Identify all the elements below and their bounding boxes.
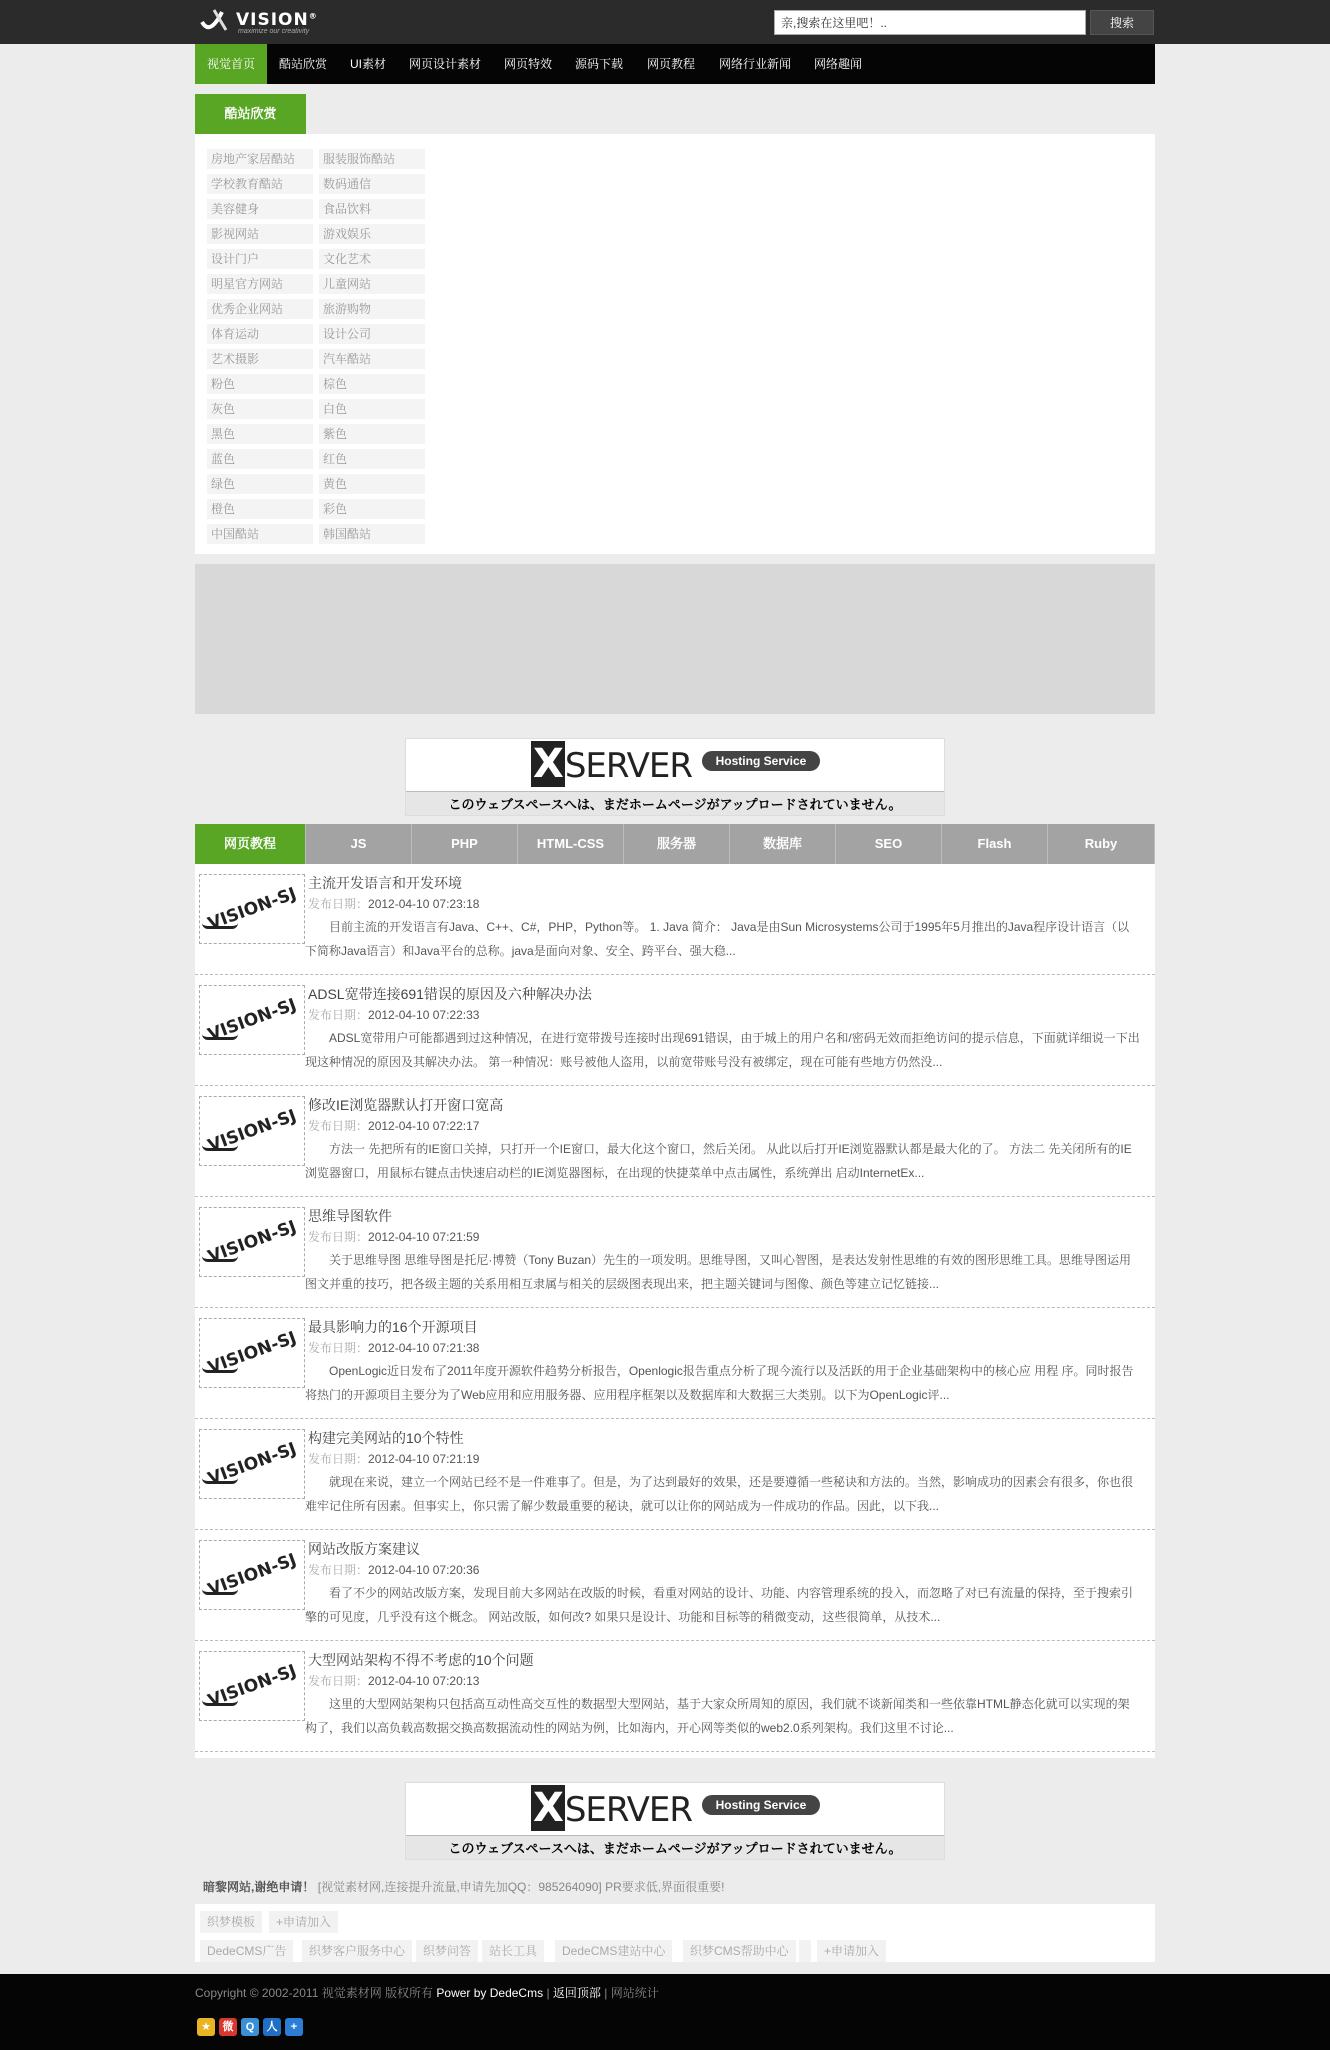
article-title[interactable]: 构建完美网站的10个特性 <box>308 1430 464 1446</box>
article-item <box>195 1641 1155 1752</box>
article-item <box>195 1197 1155 1308</box>
category-link[interactable]: 房地产家居酷站 <box>207 149 313 169</box>
thumbnail-logo-text: VISION-SJ <box>205 994 299 1046</box>
article-title[interactable]: 大型网站架构不得不考虑的10个问题 <box>308 1652 534 1668</box>
article-summary: 这里的大型网站架构只包括高互动性高交互性的数据型大型网站，基于大家众所周知的原因，我们就不谈新闻类和一些依靠HTML静态化就可以实现的架构了，我们以高负载高数据交换高数据流动性的网站为例，比如海内，开心网等类似的web2.0系列架构。我们这里不讨论... <box>305 1697 1130 1735</box>
category-link[interactable]: 粉色 <box>207 374 313 394</box>
ad-banner-top[interactable] <box>405 738 945 816</box>
ad-banner-bottom[interactable] <box>405 1782 945 1860</box>
back-to-top-link[interactable]: 返回顶部 <box>552 1986 601 2000</box>
tab-ruby[interactable]: Ruby <box>1048 824 1155 864</box>
ad-message: このウェブスペースへは、まだホームページがアップロードされていません。 <box>406 1835 944 1859</box>
category-link[interactable]: 韩国酷站 <box>319 524 425 544</box>
thumbnail-logo-text: VISION-SJ <box>205 1216 299 1268</box>
thumbnail-logo-text: VISION-SJ <box>205 1549 299 1601</box>
copyright-text: Copyright © 2002-2011 视觉素材网 版权所有 <box>195 1986 434 2000</box>
thumbnail-swoosh-icon <box>202 1589 238 1595</box>
friend-link[interactable]: 站长工具 <box>482 1940 544 1962</box>
footer <box>0 1974 1330 2050</box>
date-value: 2012-04-10 07:20:13 <box>368 1674 480 1688</box>
article-item <box>195 1308 1155 1419</box>
friend-link[interactable]: +申请加入 <box>817 1940 886 1962</box>
logo-text: VISION® <box>236 10 318 30</box>
article-thumbnail[interactable] <box>199 1096 305 1166</box>
ad-brand: XSERVER <box>533 741 693 787</box>
banner-placeholder <box>195 564 1155 714</box>
category-link[interactable]: 蓝色 <box>207 449 313 469</box>
category-link[interactable]: 优秀企业网站 <box>207 299 313 319</box>
article-title[interactable]: 修改IE浏览器默认打开窗口宽高 <box>308 1097 504 1113</box>
article-summary: 就现在来说，建立一个网站已经不是一件难事了。但是，为了达到最好的效果，还是要遵循一些秘诀和方法的。当然，影响成功的因素会有很多，你也很难牢记住所有因素。但事实上，你只需了解少数最重要的秘诀，就可以让你的网站成为一件成功的作品。因此，以下我... <box>305 1475 1134 1513</box>
article-thumbnail[interactable] <box>199 1318 305 1388</box>
article-thumbnail[interactable] <box>199 1651 305 1721</box>
category-link[interactable]: 文化艺术 <box>319 249 425 269</box>
thumbnail-swoosh-icon <box>202 923 238 929</box>
showcase-tab[interactable]: 酷站欣赏 <box>195 94 306 134</box>
thumbnail-logo-text: VISION-SJ <box>205 1327 299 1379</box>
category-link[interactable]: 影视网站 <box>207 224 313 244</box>
category-link[interactable]: 绿色 <box>207 474 313 494</box>
date-value: 2012-04-10 07:21:19 <box>368 1452 480 1466</box>
date-label: 发布日期： <box>308 1230 369 1244</box>
tab-server[interactable]: 服务器 <box>624 824 730 864</box>
powered-by: Power by DedeCms <box>436 1986 544 2000</box>
article-list <box>195 864 1155 1758</box>
category-link[interactable]: 数码通信 <box>319 174 425 194</box>
article-summary: OpenLogic近日发布了2011年度开源软件趋势分析报告，Openlogic报告重点分析了现今流行以及活跃的用于企业基础架构中的核心应 用程 序。同时报告将热门的开源项目主要分为了Web应用和应用服务器、应用程序框架以及数据库和大数据三大类别。以下为OpenLogic评... <box>305 1364 1134 1402</box>
friend-links-title: 暗黎网站,谢绝申请！ <box>203 1880 315 1894</box>
article-thumbnail[interactable] <box>199 1207 305 1277</box>
logo-swoosh-icon <box>200 6 234 36</box>
nav-item-fun-news[interactable]: 网络趣闻 <box>813 57 862 71</box>
date-label: 发布日期： <box>308 1563 369 1577</box>
qzone-icon[interactable]: ★ <box>197 2018 215 2036</box>
article-thumbnail[interactable] <box>199 874 305 944</box>
article-item <box>195 1086 1155 1197</box>
friend-link[interactable]: 织梦模板 <box>200 1911 262 1933</box>
article-date <box>308 1228 479 1245</box>
article-item <box>195 975 1155 1086</box>
search-button[interactable]: 搜索 <box>1090 10 1154 35</box>
article-title[interactable]: ADSL宽带连接691错误的原因及六种解决办法 <box>308 986 592 1002</box>
site-logo[interactable] <box>200 4 330 40</box>
thumbnail-swoosh-icon <box>202 1145 238 1151</box>
article-summary: 看了不少的网站改版方案，发现目前大多网站在改版的时候，看重对网站的设计、功能、内容管理系统的投入，而忽略了对已有流量的保持，至于搜索引擎的可见度，几乎没有这个概念。 网站改版，如何改? 如果只是设计、功能和目标等的稍微变动，这些很简单，从技术... <box>305 1586 1134 1624</box>
article-date <box>308 1672 479 1689</box>
nav-item-industry-news[interactable]: 网络行业新闻 <box>718 57 791 71</box>
thumbnail-swoosh-icon <box>202 1478 238 1484</box>
category-link[interactable]: 食品饮料 <box>319 199 425 219</box>
qq-icon[interactable]: Q <box>241 2018 259 2036</box>
category-link[interactable]: 美容健身 <box>207 199 313 219</box>
tab-seo[interactable]: SEO <box>836 824 942 864</box>
tab-web-tutorials[interactable]: 网页教程 <box>195 824 306 864</box>
thumbnail-logo-text: VISION-SJ <box>205 1105 299 1157</box>
article-item <box>195 864 1155 975</box>
category-link[interactable]: 旅游购物 <box>319 299 425 319</box>
article-summary: 关于思维导图 思维导图是托尼·博赞（Tony Buzan）先生的一项发明。思维导图，又叫心智图，是表达发射性思维的有效的图形思维工具。思维导图运用图文并重的技巧，把各级主题的关系用相互隶属与相关的层级图表现出来，把主题关键词与图像、颜色等建立记忆链接... <box>305 1253 1132 1291</box>
category-link[interactable]: 服装服饰酷站 <box>319 149 425 169</box>
category-link[interactable]: 白色 <box>319 399 425 419</box>
article-summary: 方法一 先把所有的IE窗口关掉，只打开一个IE窗口，最大化这个窗口，然后关闭。 从此以后打开IE浏览器默认都是最大化的了。 方法二 先关闭所有的IE浏览器窗口，用鼠标右键点击快速启动栏的IE浏览器图标，在出现的快捷菜单中点击属性，系统弹出 启动InternetEx... <box>305 1142 1132 1180</box>
category-link[interactable]: 学校教育酷站 <box>207 174 313 194</box>
article-thumbnail[interactable] <box>199 985 305 1055</box>
tab-html-css[interactable]: HTML-CSS <box>518 824 624 864</box>
category-link[interactable]: 黑色 <box>207 424 313 444</box>
site-stats-link[interactable]: 网站统计 <box>610 1986 659 2000</box>
article-date <box>308 1006 479 1023</box>
article-summary: 目前主流的开发语言有Java、C++、C#，PHP，Python等。 1. Java 简介： Java是由Sun Microsystems公司于1995年5月推出的Java程序设计语言（以下简称Java语言）和Java平台的总称。java是面向对象、安全、跨平台、强大稳... <box>305 920 1130 958</box>
nav-item-cool-sites[interactable]: 酷站欣赏 <box>278 57 327 71</box>
category-link[interactable]: 红色 <box>319 449 425 469</box>
tab-flash[interactable]: Flash <box>942 824 1048 864</box>
date-value: 2012-04-10 07:21:38 <box>368 1341 480 1355</box>
category-link[interactable]: 彩色 <box>319 499 425 519</box>
article-item <box>195 1419 1155 1530</box>
nav-item-home[interactable]: 视觉首页 <box>195 44 267 84</box>
weibo-icon[interactable]: 微 <box>219 2018 237 2036</box>
friend-link[interactable]: 织梦问答 <box>416 1940 478 1962</box>
article-thumbnail[interactable] <box>199 1429 305 1499</box>
nav-item-web-design[interactable]: 网页设计素材 <box>408 57 481 71</box>
article-summary: ADSL宽带用户可能都遇到过这种情况，在进行宽带拨号连接时出现691错误，由于城上的用户名和/密码无效而拒绝访问的提示信息，下面就详细说一下出现这种情况的原因及其解决办法。 第一种情况：账号被他人盗用，以前宽带账号没有被绑定，现在可能有些地方仍然没... <box>305 1031 1140 1069</box>
date-value: 2012-04-10 07:22:17 <box>368 1119 480 1133</box>
logo-tagline: maximize our creativity <box>238 28 310 35</box>
thumbnail-logo-text: VISION-SJ <box>205 1660 299 1712</box>
category-link[interactable]: 体育运动 <box>207 324 313 344</box>
category-link[interactable]: 艺术摄影 <box>207 349 313 369</box>
category-link[interactable]: 设计门户 <box>207 249 313 269</box>
category-link[interactable]: 明星官方网站 <box>207 274 313 294</box>
article-item <box>195 1530 1155 1641</box>
friend-link[interactable] <box>799 1940 811 1962</box>
date-label: 发布日期： <box>308 1452 369 1466</box>
main-nav <box>195 44 1155 84</box>
friend-link[interactable]: DedeCMS广告 <box>200 1940 293 1962</box>
friend-links-note: [视觉素材网,连接提升流量,申请先加QQ：985264090] PR要求低,界面很重要! <box>317 1880 725 1894</box>
nav-item-source[interactable]: 源码下载 <box>574 57 623 71</box>
article-date <box>308 1339 479 1356</box>
date-label: 发布日期： <box>308 1674 369 1688</box>
category-link[interactable]: 中国酷站 <box>207 524 313 544</box>
friend-link[interactable]: 织梦CMS帮助中心 <box>683 1940 796 1962</box>
ad-brand: XSERVER <box>533 1785 693 1831</box>
tab-php[interactable]: PHP <box>412 824 518 864</box>
category-link[interactable]: 汽车酷站 <box>319 349 425 369</box>
date-value: 2012-04-10 07:20:36 <box>368 1563 480 1577</box>
tutorial-tabbar <box>195 824 1155 864</box>
friend-link[interactable]: DedeCMS建站中心 <box>555 1940 672 1962</box>
showcase-panel <box>195 134 1155 554</box>
top-bar <box>0 0 1330 44</box>
thumbnail-swoosh-icon <box>202 1256 238 1262</box>
date-value: 2012-04-10 07:21:59 <box>368 1230 480 1244</box>
article-title[interactable]: 思维导图软件 <box>308 1208 392 1224</box>
ad-pill: Hosting Service <box>702 751 820 771</box>
article-thumbnail[interactable] <box>199 1540 305 1610</box>
tab-database[interactable]: 数据库 <box>730 824 836 864</box>
category-link[interactable]: 设计公司 <box>319 324 425 344</box>
category-link[interactable]: 游戏娱乐 <box>319 224 425 244</box>
more-share-icon[interactable]: + <box>285 2018 303 2036</box>
thumbnail-swoosh-icon <box>202 1367 238 1373</box>
renren-icon[interactable]: 人 <box>263 2018 281 2036</box>
article-date <box>308 895 479 912</box>
category-link[interactable]: 灰色 <box>207 399 313 419</box>
date-label: 发布日期： <box>308 897 369 911</box>
nav-item-ui[interactable]: UI素材 <box>349 57 386 71</box>
footer-copyright: Copyright © 2002-2011 视觉素材网 版权所有 Power by DedeCms | 返回顶部 | 网站统计 <box>195 1986 659 2000</box>
search-input[interactable] <box>774 10 1086 35</box>
date-label: 发布日期： <box>308 1119 369 1133</box>
thumbnail-swoosh-icon <box>202 1700 238 1706</box>
category-link[interactable]: 紫色 <box>319 424 425 444</box>
article-title[interactable]: 主流开发语言和开发环境 <box>308 875 462 891</box>
friend-links-box <box>195 1904 1155 1962</box>
friend-links-header <box>195 1870 1155 1904</box>
date-label: 发布日期： <box>308 1008 369 1022</box>
ad-pill: Hosting Service <box>702 1795 820 1815</box>
thumbnail-logo-text: VISION-SJ <box>205 1438 299 1490</box>
category-link[interactable]: 儿童网站 <box>319 274 425 294</box>
category-link[interactable]: 橙色 <box>207 499 313 519</box>
date-value: 2012-04-10 07:23:18 <box>368 897 480 911</box>
article-date <box>308 1117 479 1134</box>
article-title[interactable]: 最具影响力的16个开源项目 <box>308 1319 478 1335</box>
thumbnail-logo-text: VISION-SJ <box>205 883 299 935</box>
ad-message: このウェブスペースへは、まだホームページがアップロードされていません。 <box>406 791 944 815</box>
friend-link[interactable]: +申请加入 <box>269 1911 338 1933</box>
tab-js[interactable]: JS <box>306 824 412 864</box>
category-link[interactable]: 黄色 <box>319 474 425 494</box>
nav-item-effects[interactable]: 网页特效 <box>503 57 552 71</box>
category-link[interactable]: 棕色 <box>319 374 425 394</box>
nav-item-tutorials[interactable]: 网页教程 <box>646 57 695 71</box>
friend-link[interactable]: 织梦客户服务中心 <box>302 1940 412 1962</box>
date-label: 发布日期： <box>308 1341 369 1355</box>
article-date <box>308 1561 479 1578</box>
article-date <box>308 1450 479 1467</box>
article-title[interactable]: 网站改版方案建议 <box>308 1541 420 1557</box>
date-value: 2012-04-10 07:22:33 <box>368 1008 480 1022</box>
thumbnail-swoosh-icon <box>202 1034 238 1040</box>
